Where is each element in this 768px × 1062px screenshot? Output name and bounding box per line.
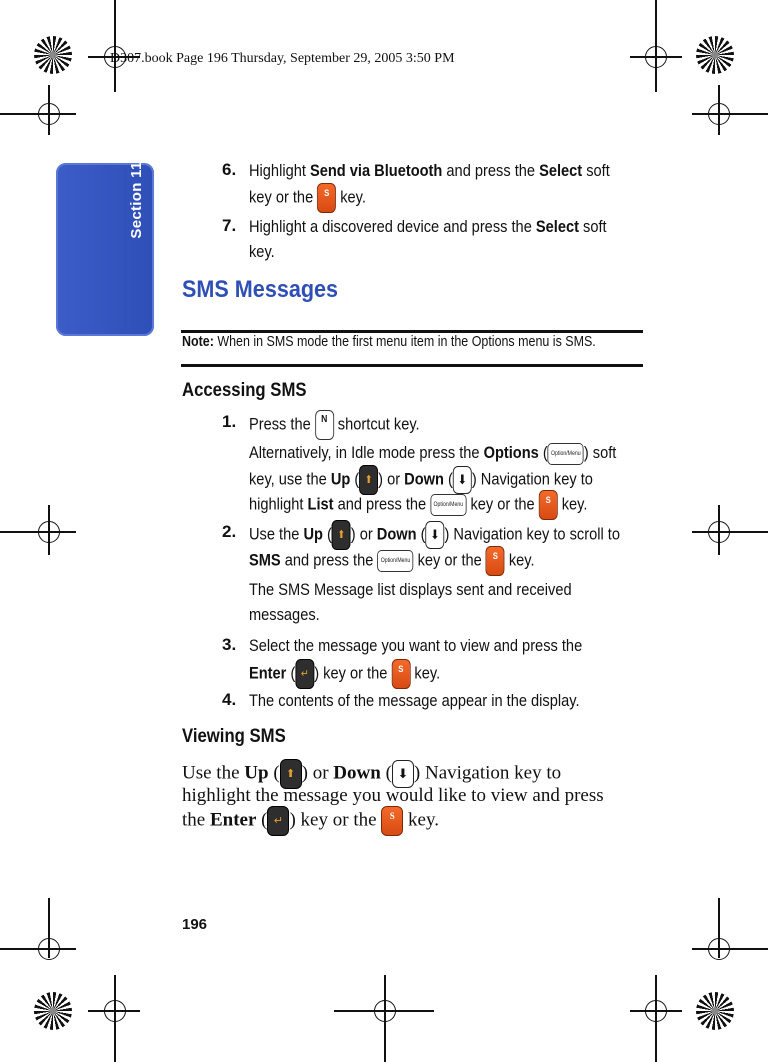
down-nav-key-icon: ⬇ bbox=[453, 466, 472, 494]
s-key-icon: S bbox=[317, 183, 336, 213]
step-1-line: Press the N shortcut key. bbox=[249, 410, 420, 440]
print-header-note: D307.book Page 196 Thursday, September 29, 2005 3:50 PM bbox=[110, 51, 455, 66]
s-key-icon: S bbox=[539, 490, 558, 520]
alt-line-3: highlight List and press the Option/Menu key or the S key. bbox=[249, 490, 587, 520]
enter-key-icon: ↵ bbox=[267, 806, 289, 836]
step-2-sub-line-1: The SMS Message list displays sent and received bbox=[249, 580, 572, 599]
crop-line bbox=[692, 113, 768, 115]
up-nav-key-icon: ⬆ bbox=[359, 465, 378, 495]
crop-line bbox=[692, 948, 768, 950]
alt-line-1: Alternatively, in Idle mode press the Options ( Option/Menu ) soft bbox=[249, 440, 616, 465]
note-rule-bottom bbox=[181, 364, 643, 367]
step-6-line-1: Highlight Send via Bluetooth and press the Select soft bbox=[249, 161, 610, 180]
option-menu-key-icon: Option/Menu bbox=[548, 443, 584, 465]
step-number: 6. bbox=[222, 160, 237, 179]
crop-line bbox=[692, 531, 768, 533]
viewing-line-1: Use the Up ( ⬆ ) or Down ( ⬇ ) Navigation key to bbox=[182, 759, 561, 789]
step-3-line-2: Enter ( ↵ ) key or the S key. bbox=[249, 659, 440, 689]
step-number: 7. bbox=[222, 216, 237, 235]
s-key-icon: S bbox=[486, 546, 505, 576]
color-wheel-icon bbox=[34, 36, 72, 74]
viewing-line-2: highlight the message you would like to view and press bbox=[182, 785, 604, 806]
registration-mark-icon bbox=[708, 103, 730, 125]
step-3-line-1: Select the message you want to view and press the bbox=[249, 636, 583, 655]
registration-mark-icon bbox=[374, 1000, 396, 1022]
step-7-line-1: Highlight a discovered device and press the Select soft bbox=[249, 217, 607, 236]
option-menu-key-icon: Option/Menu bbox=[430, 494, 466, 516]
up-nav-key-icon: ⬆ bbox=[332, 520, 351, 550]
s-key-icon: S bbox=[381, 806, 403, 836]
step-number: 2. bbox=[222, 522, 237, 541]
step-number: 4. bbox=[222, 690, 237, 709]
registration-mark-icon bbox=[708, 521, 730, 543]
color-wheel-icon bbox=[34, 992, 72, 1030]
step-7-line-2: key. bbox=[249, 242, 275, 261]
registration-mark-icon bbox=[38, 521, 60, 543]
step-4-line: The contents of the message appear in the display. bbox=[249, 691, 580, 710]
registration-mark-icon bbox=[38, 938, 60, 960]
heading-viewing-sms: Viewing SMS bbox=[182, 726, 286, 747]
step-2-line-1: Use the Up ( ⬆ ) or Down ( ⬇ ) Navigation key to scroll to bbox=[249, 520, 620, 550]
color-wheel-icon bbox=[696, 36, 734, 74]
step-number: 3. bbox=[222, 635, 237, 654]
section-label: Section 11 bbox=[128, 161, 145, 239]
page-number: 196 bbox=[182, 916, 208, 933]
registration-mark-icon bbox=[645, 1000, 667, 1022]
viewing-line-3: the Enter ( ↵ ) key or the S key. bbox=[182, 806, 439, 836]
step-number: 1. bbox=[222, 412, 237, 431]
registration-mark-icon bbox=[708, 938, 730, 960]
alt-line-2: key, use the Up ( ⬆ ) or Down ( ⬇ ) Navigation key to bbox=[249, 465, 593, 495]
note-rule-top bbox=[181, 330, 643, 333]
step-6-line-2: key or the S key. bbox=[249, 183, 366, 213]
down-nav-key-icon: ⬇ bbox=[426, 521, 445, 549]
up-nav-key-icon: ⬆ bbox=[280, 759, 302, 789]
s-key-icon: S bbox=[391, 659, 410, 689]
n-key-icon: N bbox=[315, 410, 334, 440]
step-2-sub-line-2: messages. bbox=[249, 605, 320, 624]
option-menu-key-icon: Option/Menu bbox=[377, 550, 413, 572]
heading-accessing-sms: Accessing SMS bbox=[182, 380, 307, 401]
heading-sms-messages: SMS Messages bbox=[182, 276, 339, 303]
down-nav-key-icon: ⬇ bbox=[392, 760, 414, 788]
enter-key-icon: ↵ bbox=[295, 659, 314, 689]
color-wheel-icon bbox=[696, 992, 734, 1030]
step-2-line-2: SMS and press the Option/Menu key or the S key. bbox=[249, 546, 535, 576]
note: Note: When in SMS mode the first menu item in the Options menu is SMS. bbox=[182, 334, 596, 350]
registration-mark-icon bbox=[645, 46, 667, 68]
registration-mark-icon bbox=[38, 103, 60, 125]
registration-mark-icon bbox=[104, 1000, 126, 1022]
